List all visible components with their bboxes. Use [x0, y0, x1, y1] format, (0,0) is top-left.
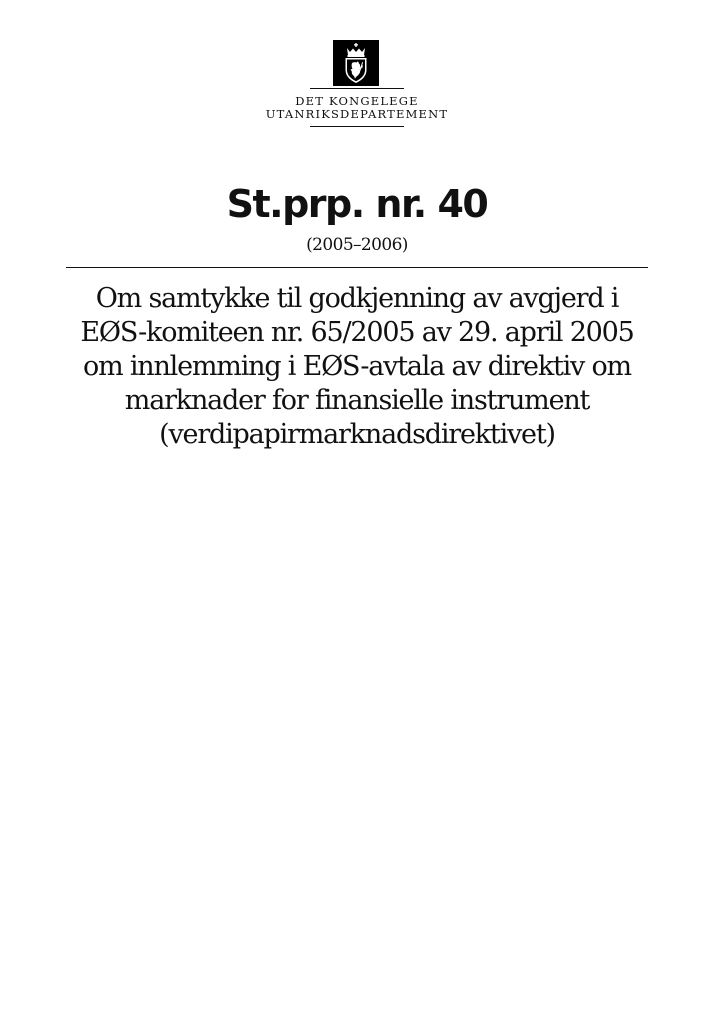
title-line: (verdipapirmarknadsdirektivet) — [159, 419, 555, 450]
title-line: EØS-komiteen nr. 65/2005 av 29. april 2005 — [80, 317, 634, 348]
ministry-name-line-2: UTANRIKSDEPARTEMENT — [265, 107, 449, 121]
title-divider — [66, 267, 648, 268]
norwegian-coat-of-arms-icon — [333, 40, 379, 86]
ministry-name-line-1: DET KONGELEGE — [295, 94, 419, 108]
document-title — [40, 282, 674, 452]
emblem-divider-top — [310, 88, 404, 89]
title-line: Om samtykke til godkjenning av avgjerd i — [95, 283, 619, 314]
emblem-divider-bottom — [310, 126, 404, 127]
title-line: om innlemming i EØS-avtala av direktiv om — [83, 351, 631, 382]
document-number: St.prp. nr. 40 — [226, 182, 488, 226]
session-years: (2005–2006) — [306, 235, 408, 255]
title-line: marknader for finansielle instrument — [124, 385, 590, 416]
